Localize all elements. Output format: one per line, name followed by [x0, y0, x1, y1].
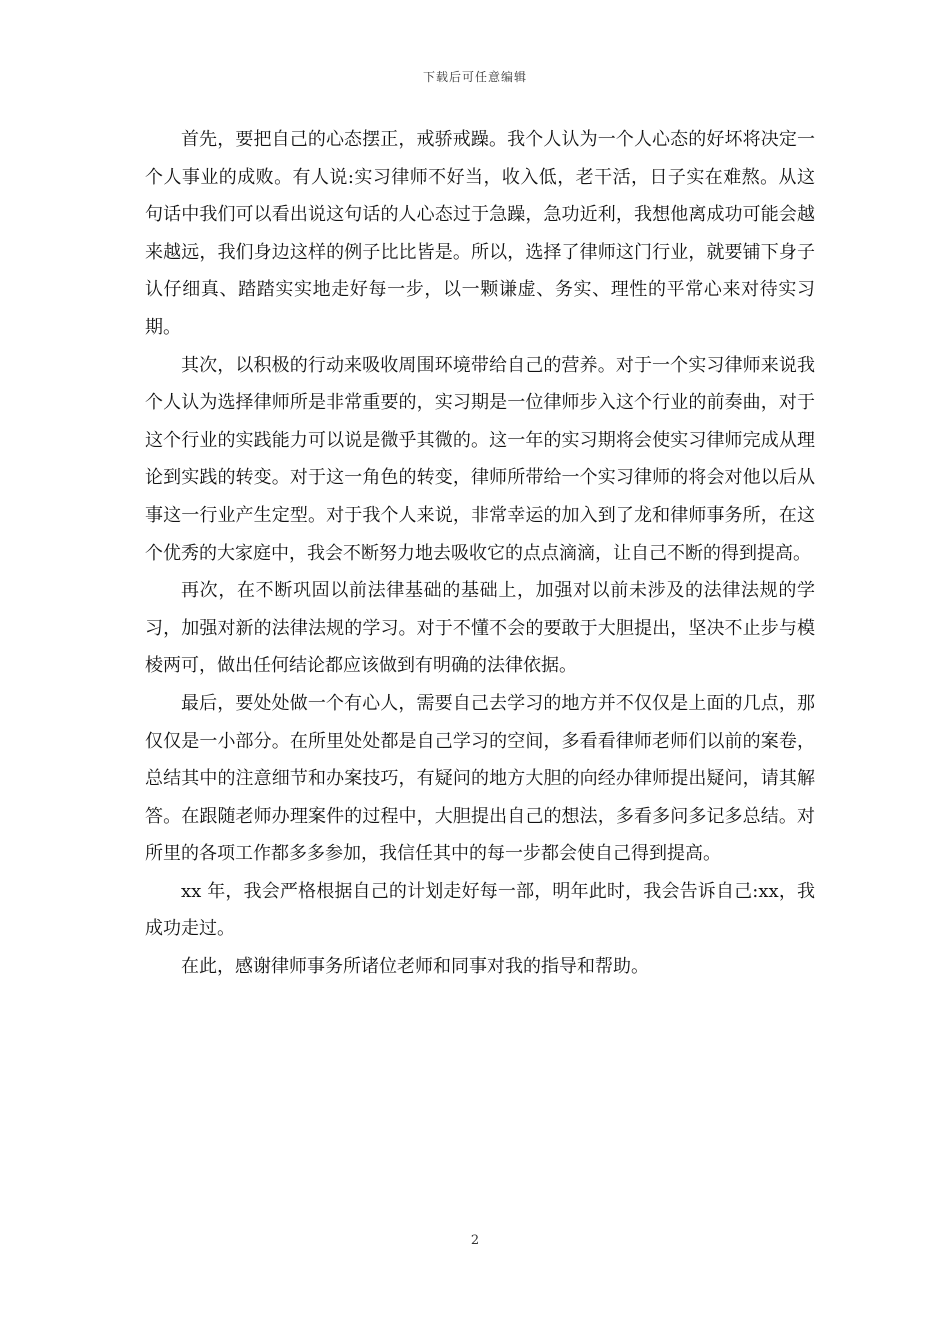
document-body — [145, 121, 815, 986]
page-header: 下载后可任意编辑 — [422, 70, 527, 84]
paragraph-6: 在此，感谢律师事务所诸位老师和同事对我的指导和帮助。 — [181, 956, 649, 978]
paragraph-2: 其次，以积极的行动来吸收周围环境带给自己的营养。对于一个实习律师来说我个人认为选择律师所是非常重要的，实习期是一位律师步入这个行业的前奏曲，对于这个行业的实践能力可以说是微乎其微的。这一年的实习期将会使实习律师完成从理论到实践的转变。对于这一角色的转变，律师所带给一个实习律师的将会对他以后从事这一行业产生定型。对于我个人来说，非常幸运的加入到了龙和律师事务所，在这个优秀的大家庭中，我会不断努力地去吸收它的点点滴滴，让自己不断的得到提高。 — [145, 354, 815, 564]
paragraph-5: xx 年，我会严格根据自己的计划走好每一部，明年此时，我会告诉自己:xx，我成功走过。 — [145, 880, 815, 940]
paragraph-1: 首先，要把自己的心态摆正，戒骄戒躁。我个人认为一个人心态的好坏将决定一个人事业的成败。有人说:实习律师不好当，收入低，老干活，日子实在难熬。从这句话中我们可以看出说这句话的人心态过于急躁，急功近利，我想他离成功可能会越来越远，我们身边这样的例子比比皆是。所以，选择了律师这门行业，就要铺下身子认仔细真、踏踏实实地走好每一步，以一颗谦虚、务实、理性的平常心来对待实习期。 — [145, 129, 815, 338]
paragraph-3: 再次，在不断巩固以前法律基础的基础上，加强对以前未涉及的法律法规的学习，加强对新的法律法规的学习。对于不懂不会的要敢于大胆提出，坚决不止步与模棱两可，做出任何结论都应该做到有明确的法律依据。 — [145, 580, 815, 677]
paragraph-4: 最后，要处处做一个有心人，需要自己去学习的地方并不仅仅是上面的几点，那仅仅是一小部分。在所里处处都是自己学习的空间，多看看律师老师们以前的案卷，总结其中的注意细节和办案技巧，有疑问的地方大胆的向经办律师提出疑问，请其解答。在跟随老师办理案件的过程中，大胆提出自己的想法，多看多问多记多总结。对所里的各项工作都多多参加，我信任其中的每一步都会使自己得到提高。 — [145, 692, 815, 865]
page-number: 2 — [470, 1233, 480, 1248]
